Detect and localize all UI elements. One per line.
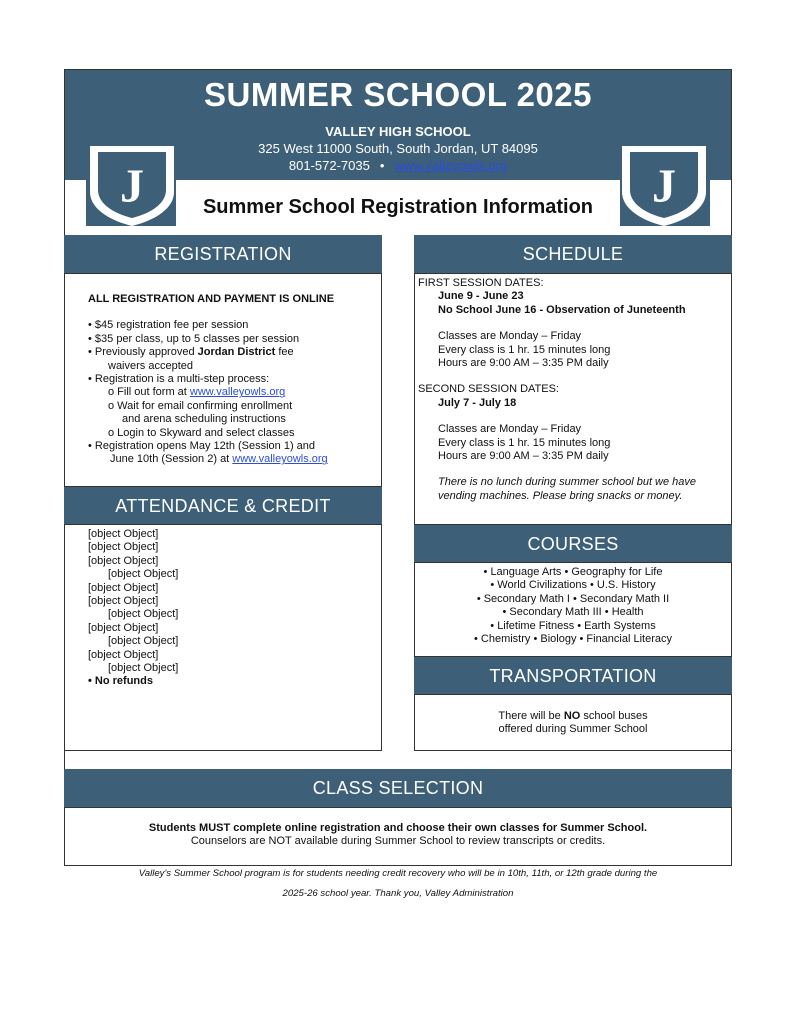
course-line: • Secondary Math I • Secondary Math II [476,592,670,605]
first-session-dates: June 9 - June 23 [438,290,524,303]
attendance-line: [object Object] [88,648,159,661]
first-session-detail: Classes are Monday – Friday [438,330,582,343]
schedule-heading: SCHEDULE [414,235,732,274]
no-refunds-line: • No refunds [88,675,153,688]
transportation-line-2: offered during Summer School [498,723,648,736]
page-subtitle: Summer School Registration Information [202,196,594,218]
process-step-2-cont: and arena scheduling instructions [122,413,286,426]
attendance-line: [object Object] [88,595,159,608]
registration-form-link[interactable]: www.valleyowls.org [189,386,286,399]
class-selection-heading: CLASS SELECTION [64,769,732,808]
attendance-line: [object Object] [88,528,159,540]
first-session-detail: Hours are 9:00 AM – 3:35 PM daily [438,357,609,370]
attendance-line: [object Object] [88,581,159,594]
course-line: • Lifetime Fitness • Earth Systems [490,619,656,632]
attendance-line: [object Object] [108,608,179,621]
registration-opens-cont: June 10th (Session 2) at www.valleyowls.org [110,453,328,466]
first-session-label: FIRST SESSION DATES: [418,277,544,289]
registration-opens-link[interactable]: www.valleyowls.org [232,453,328,466]
lunch-note-cont: vending machines. Please bring snacks or money. [438,489,683,502]
transportation-content [414,710,732,737]
left-logo-letter: J [120,160,144,213]
schedule-content [418,277,730,503]
second-session-dates: July 7 - July 18 [438,396,517,409]
second-session-detail: Hours are 9:00 AM – 3:35 PM daily [438,450,609,463]
attendance-line: [object Object] [88,554,159,567]
attendance-content [88,528,380,689]
separator-dot: • [379,158,385,173]
class-fee-item: • $35 per class, up to 5 classes per session [88,332,300,345]
second-session-label: SECOND SESSION DATES: [418,383,559,396]
attendance-line: [object Object] [108,568,179,581]
website-link[interactable]: www.valleyowls.org [394,158,508,173]
lunch-note: There is no lunch during summer school but we have [438,476,697,489]
class-selection-line-1: Students MUST complete online registration and choose their own classes for Summer School. [148,822,648,834]
attendance-line: [object Object] [108,662,179,675]
courses-list [414,566,732,646]
attendance-heading: ATTENDANCE & CREDIT [64,486,382,525]
registration-heading: REGISTRATION [64,235,382,274]
registration-intro: ALL REGISTRATION AND PAYMENT IS ONLINE [88,293,335,305]
second-session-detail: Every class is 1 hr. 15 minutes long [438,436,611,449]
transportation-line-1: There will be NO school buses [498,710,648,722]
course-line: • Secondary Math III • Health [502,606,644,619]
second-session-detail: Classes are Monday – Friday [438,423,582,436]
attendance-line: [object Object] [88,541,159,554]
waiver-item-cont: waivers accepted [108,359,193,372]
registration-content [88,293,378,467]
class-selection-content [64,822,732,849]
registration-fee-item: • $45 registration fee per session [88,319,249,332]
courses-heading: COURSES [414,524,732,563]
attendance-line: [object Object] [108,635,179,648]
course-line: • Language Arts • Geography for Life [483,566,663,578]
footer-note-line-2: 2025-26 school year. Thank you, Valley Administration [282,888,514,899]
footer-note-line-1: Valley's Summer School program is for students needing credit recovery who will be in 10th, 11th, or 12th grade during the [138,868,658,879]
course-line: • World Civilizations • U.S. History [490,579,656,592]
school-name: VALLEY HIGH SCHOOL [325,124,471,139]
process-item: • Registration is a multi-step process: [88,373,270,386]
course-line: • Chemistry • Biology • Financial Literacy [473,633,672,646]
page-title: SUMMER SCHOOL 2025 [204,76,592,113]
first-session-detail: Every class is 1 hr. 15 minutes long [438,343,611,356]
process-step-2: o Wait for email confirming enrollment [108,399,293,412]
process-step-1: o Fill out form at www.valleyowls.org [108,386,286,399]
first-session-note: No School June 16 - Observation of Juneteenth [438,303,686,316]
right-logo-letter: J [652,160,676,213]
phone-number: 801-572-7035 [288,158,370,173]
transportation-heading: TRANSPORTATION [414,656,732,695]
process-step-3: o Login to Skyward and select classes [108,426,295,439]
attendance-line: [object Object] [88,621,159,634]
waiver-item: • Previously approved Jordan District fee [88,346,294,359]
school-address: 325 West 11000 South, South Jordan, UT 84095 [258,141,538,156]
class-selection-line-2: Counselors are NOT available during Summer School to review transcripts or credits. [190,835,606,848]
registration-opens-item: • Registration opens May 12th (Session 1) and [88,440,316,453]
